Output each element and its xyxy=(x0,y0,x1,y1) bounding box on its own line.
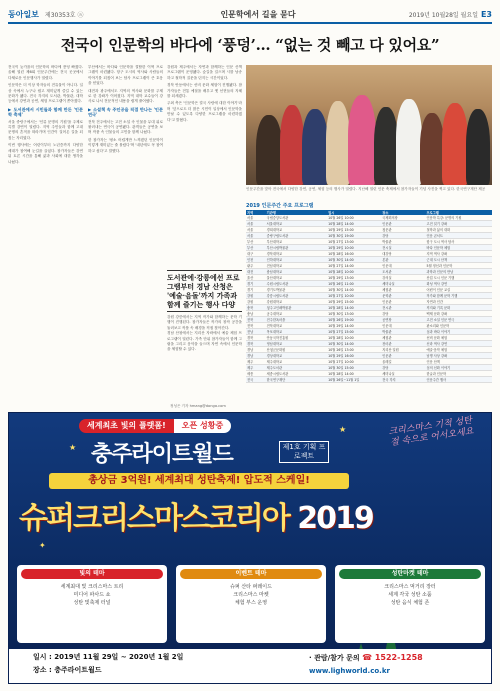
table-cell: 10월 28일 16:00 xyxy=(327,251,381,257)
ad-theme-box xyxy=(335,565,485,643)
article-subheading: ▶ 소설책 속 주인공을 직접 만나는 '인문 연극' xyxy=(88,106,163,118)
ad-website-link[interactable]: www.lighworld.co.kr xyxy=(309,667,390,675)
table-cell: 서울 xyxy=(246,233,266,239)
article-paragraph: 강원과 제주에서는 자연과 함께하는 인문 산책 프로그램이 운영됐다. 숲길을 걸으며 시를 낭송하고 철학적 질문을 던지는 시간이었다. xyxy=(167,65,242,80)
table-cell: 5월 정신과 인문학 xyxy=(426,263,492,269)
table-cell: 세종 xyxy=(246,371,266,377)
table-cell: 울산대학교 xyxy=(266,275,328,281)
table-cell: 백제 문화 강좌 xyxy=(426,311,492,317)
table-cell: 신라 역사 강연 xyxy=(426,341,492,347)
table-cell: 10월 29일 15:00 xyxy=(327,227,381,233)
table-cell: 박물관 xyxy=(381,239,425,245)
advertisement[interactable] xyxy=(8,412,492,684)
table-cell: 서울 xyxy=(246,221,266,227)
table-cell: 예술·음악 체험 xyxy=(426,347,492,353)
ad-event-year: 2019 xyxy=(297,501,373,536)
ad-contact xyxy=(309,651,423,678)
table-cell: 산업 도시 인문 기행 xyxy=(426,275,492,281)
column-header: 프로그램 xyxy=(426,210,492,215)
ad-main-title xyxy=(19,495,399,543)
table-cell: 10월 26일 13:00 xyxy=(327,347,381,353)
table-cell: 청주고인쇄박물관 xyxy=(266,305,328,311)
ad-theme-boxes xyxy=(17,565,485,643)
table-cell: 전남 xyxy=(246,329,266,335)
page-number: E3 xyxy=(480,9,492,19)
table-cell: 10월 29일 13:00 xyxy=(327,275,381,281)
article-column-1 xyxy=(8,65,83,465)
table-cell: 자연과 인간 xyxy=(426,299,492,305)
article-paragraph: 대전과 광주에서도 지역의 역사와 문화를 주제로 한 강좌가 이어졌다. 지역 대학 교수들이 강사로 나서 전문적인 내용을 쉽게 풀어냈다. xyxy=(88,88,163,104)
article-paragraph: 경북 안동에서는 선비 문화 체험이 진행됐다. 참가자들은 전통 예절을 배우고 옛 선현들의 지혜를 되새겼다. xyxy=(167,83,242,99)
table-cell: 철학과 삶의 대화 xyxy=(426,227,492,233)
table-cell: 작가와 함께 문학 기행 xyxy=(426,293,492,299)
ad-prize-banner: 총상금 3억원! 세계최대 성탄축제! 압도적 스케일! xyxy=(49,473,349,489)
article-paragraph: 주최 측은 '인문학은 결국 사람에 대한 이야기'라며 '앞으로도 더 많은 시민이 일상에서 인문학을 만날 수 있도록 다양한 프로그램을 마련하겠다'고 밝혔다. xyxy=(167,101,242,122)
program-table-section xyxy=(246,202,492,406)
table-cell: 10월 26일 11:00 xyxy=(327,281,381,287)
ad-theme-line: 미디어 파사드 쇼 xyxy=(73,592,111,598)
ad-place: 장소 : 충주라이트월드 xyxy=(33,666,102,674)
photo-figure xyxy=(374,107,398,185)
photo-figure xyxy=(396,99,422,185)
table-cell: 인문관 xyxy=(381,353,425,359)
table-cell: 도서관 xyxy=(381,269,425,275)
ad-period: 일시 : 2019년 11월 29일 ~ 2020년 1월 2일 xyxy=(33,653,184,661)
table-cell: 경희대학교 xyxy=(266,227,328,233)
table-cell: 경상대학교 xyxy=(266,353,328,359)
table-cell: 10월 27일 13:00 xyxy=(327,239,381,245)
table-cell: 전시관 xyxy=(381,305,425,311)
byline: 정성은 기자 hmang@donga.com xyxy=(170,404,226,408)
ad-open-badge: 오픈 성황중 xyxy=(174,419,231,433)
table-cell: 전북 xyxy=(246,323,266,329)
ad-theme-line: 크리스마스 마켓 xyxy=(233,592,269,598)
table-cell: 10월 26일~11월 1일 xyxy=(327,377,381,383)
table-body xyxy=(246,215,492,383)
table-cell: 대구 xyxy=(246,251,266,257)
ad-phone[interactable]: ☎ 1522-1258 xyxy=(362,653,423,662)
issue-number: 제30353호 ⓐ xyxy=(44,11,84,19)
program-table xyxy=(246,210,492,383)
table-cell: 중랑구립도서관 xyxy=(266,233,328,239)
table-cell: 강당 xyxy=(381,311,425,317)
table-cell: 10월 26일 10:00 xyxy=(327,215,381,221)
article-paragraph: 이번 행사에는 어린이부터 노년층까지 다양한 세대가 참여해 눈길을 끌었다. 참가자들은 강연 뒤 토론 시간을 통해 삶과 사회에 대한 생각을 나눴다. xyxy=(8,143,83,164)
photo-figure xyxy=(256,115,282,185)
table-cell: 판소리와 인문학 xyxy=(426,323,492,329)
ad-theme-title: 이벤트 테마 xyxy=(180,569,322,579)
table-cell: 충남 xyxy=(246,311,266,317)
table-cell: 전북대학교 xyxy=(266,323,328,329)
table-cell: 세미나실 xyxy=(381,281,425,287)
table-cell: 경기 xyxy=(246,281,266,287)
table-cell: 10월 28일 10:00 xyxy=(327,335,381,341)
sidebar-title: 도서관에·강릉에선 프로그램부터 경남 산청은 '예술·음돌'까지 가족과 함께 즐기는 행사 다양 xyxy=(167,270,242,312)
table-cell: 공주대학교 xyxy=(266,311,328,317)
ad-brand-subtitle: 제1호 기획 프로젝트 xyxy=(279,441,329,463)
table-cell: 전국 xyxy=(246,377,266,383)
table-cell: 항구 도시 역사 답사 xyxy=(426,239,492,245)
article-paragraph: 인문학은 더 이상 학자들의 전유물이 아니다. 일상 속에서 누구나 쉽고 재미있게 즐길 수 있는 문화가 됐다. 전국 각지의 도서관, 박물관, 대학 등에서 강연과 공연, 체험 프로그램이 쏟아졌다. xyxy=(8,83,83,104)
article-subheading: ▶ 도서관에서 시민들과 함께 만든 '인문학 축제' xyxy=(8,106,83,118)
section-title: 인문학에서 길을 묻다 xyxy=(220,9,296,19)
table-cell: 공연장 xyxy=(381,317,425,323)
table-cell: 강원대학교 xyxy=(266,299,328,305)
table-cell: 제주 xyxy=(246,359,266,365)
table-cell: 10월 28일 10:00 xyxy=(327,269,381,275)
table-cell: 10월 27일 10:00 xyxy=(327,359,381,365)
table-cell: 대강당 xyxy=(381,251,425,257)
ad-brand: 충주라이트월드 xyxy=(91,442,233,467)
table-cell: 경북 xyxy=(246,341,266,347)
photo-figure xyxy=(348,95,376,185)
star-icon: ★ xyxy=(69,443,77,452)
ad-side-slogan: 크리스마스 기적 성탄절 속으로 어서오세요 xyxy=(388,415,475,449)
table-cell: 충북 xyxy=(246,305,266,311)
ad-top-banner xyxy=(79,419,329,433)
ad-event-name: 슈퍼크리스마스코리아 xyxy=(19,501,289,536)
table-cell: 10월 30일 14:00 xyxy=(327,341,381,347)
table-cell: 인문대 xyxy=(381,263,425,269)
ad-theme-title: 성탄마켓 테마 xyxy=(339,569,481,579)
table-cell: 고전 읽기 강좌 xyxy=(426,221,492,227)
article-column-3 xyxy=(167,65,242,265)
table-cell: 인문학 특강: 문명의 기원 xyxy=(426,215,492,221)
table-cell: 섬과 바다 이야기 xyxy=(426,329,492,335)
newspaper-logo: 동아일보 xyxy=(8,9,39,19)
table-cell: 10월 26일 19:00 xyxy=(327,317,381,323)
table-cell: 전국 각지 xyxy=(381,377,425,383)
table-cell: 충남대학교 xyxy=(266,269,328,275)
article-paragraph: 부산에서는 바다와 인문학을 결합한 이색 프로그램이 마련됐다. 항구 도시의 역사와 사람들의 이야기를 되짚어 보는 답사 프로그램이 큰 호응을 얻었다. xyxy=(88,65,163,86)
table-cell: 10월 29일 16:00 xyxy=(327,353,381,359)
ad-theme-line: 체험 부스 운영 xyxy=(234,600,268,606)
table-cell: 지리산 일원 xyxy=(381,347,425,353)
ad-theme-line: 크리스마스 먹거리 장터 xyxy=(384,584,436,590)
table-cell: 과학과 인문의 만남 xyxy=(426,269,492,275)
column-header: 기관명 xyxy=(266,210,328,215)
table-cell: 화성 역사 강연 xyxy=(426,281,492,287)
article-paragraph: 한 참가자는 '평소 어렵게만 느껴졌던 인문학이 이렇게 재미있는 줄 몰랐다'며 '내년에도 꼭 참여하고 싶다'고 말했다. xyxy=(88,137,163,153)
star-icon: ★ xyxy=(339,425,347,434)
table-cell: 서울 xyxy=(246,215,266,221)
table-cell: 선비 문화 체험 xyxy=(426,335,492,341)
ad-event-info xyxy=(33,651,183,677)
ad-theme-line: 세계 각국 성탄 소품 xyxy=(388,592,432,598)
table-cell: 한글과 인문학 xyxy=(426,371,492,377)
table-cell: 10월 29일 15:00 xyxy=(327,299,381,305)
article-paragraph: 전북 전주에서는 고전 소설 속 인물을 무대 위로 불러내는 연극이 공연됐다. 관객들은 공연을 보며 작품 속 인물들의 고민을 함께 나눴다. xyxy=(88,119,163,135)
table-cell: 10월 30일 15:00 xyxy=(327,365,381,371)
table-cell: 부산 xyxy=(246,245,266,251)
table-cell: 산청군문화원 xyxy=(266,347,328,353)
table-cell: 국립중앙도서관 xyxy=(266,215,328,221)
table-cell: 10월 30일 14:00 xyxy=(327,257,381,263)
table-cell: 10월 28일 14:00 xyxy=(327,221,381,227)
ad-theme-box xyxy=(176,565,326,643)
table-cell: 경북대학교 xyxy=(266,251,328,257)
table-cell: 인문대 xyxy=(381,323,425,329)
event-photo xyxy=(246,65,492,185)
table-cell: 영남대학교 xyxy=(266,341,328,347)
ad-contact-label: · 관람/참가 문의 xyxy=(309,654,360,662)
photo-figure xyxy=(280,105,304,185)
article-paragraph: 서울 중랑구에서는 '인류 문명의 기원'을 주제로 특별 강연이 열렸다. 지역 주민들과 함께 고대 문명의 흔적을 따라가며 인간이 걸어온 길을 되짚는 자리였다. xyxy=(8,119,83,140)
table-cell: 부산시립박물관 xyxy=(266,245,328,251)
table-cell: 문학관 xyxy=(381,293,425,299)
table-cell: 울산 xyxy=(246,275,266,281)
ad-theme-box xyxy=(17,565,167,643)
ad-info-bar xyxy=(9,649,491,683)
table-cell: 강원 xyxy=(246,293,266,299)
table-cell: 서울 xyxy=(246,227,266,233)
table-cell: 바다 인문학 체험 xyxy=(426,245,492,251)
table-cell: 체험관 xyxy=(381,287,425,293)
ad-theme-line: 슈퍼 산타 퍼레이드 xyxy=(230,584,272,590)
table-cell: 천마관 xyxy=(381,341,425,347)
masthead xyxy=(8,6,492,24)
table-cell: 어린이 인문 교실 xyxy=(426,287,492,293)
table-cell: 인문관 xyxy=(381,221,425,227)
table-cell: 인문관 xyxy=(381,299,425,305)
table-cell: 목포대학교 xyxy=(266,329,328,335)
table-cell: 경기 xyxy=(246,287,266,293)
headline: 전국이 인문학의 바다에 ‘풍덩’… “없는 것 빼고 다 있어요” xyxy=(60,36,440,54)
table-cell: 광주 xyxy=(246,263,266,269)
photo-figure xyxy=(326,101,350,185)
table-cell: 인문 산책 xyxy=(426,359,492,365)
ad-theme-line: 세계최대 빛 크리스마스 트리 xyxy=(60,584,124,590)
table-cell: 안동국학진흥원 xyxy=(266,335,328,341)
table-cell: 인천 xyxy=(246,257,266,263)
table-cell: 남명 사상 강좌 xyxy=(426,353,492,359)
table-title: 2019 인문주간 주요 프로그램 xyxy=(246,203,314,209)
table-cell: 체험관 xyxy=(381,335,425,341)
table-cell: 10월 27일 10:00 xyxy=(327,293,381,299)
table-row xyxy=(246,377,492,383)
table-cell: 전남대학교 xyxy=(266,263,328,269)
table-cell: 10월 30일 19:00 xyxy=(327,233,381,239)
ad-theme-title: 빛의 테마 xyxy=(21,569,163,579)
sidebar-body xyxy=(167,315,242,353)
table-cell: 고전 소설 인문 연극 xyxy=(426,317,492,323)
table-cell: 부산대학교 xyxy=(266,239,328,245)
table-cell: 경기도박물관 xyxy=(266,287,328,293)
table-cell: 10월 30일 13:00 xyxy=(327,311,381,317)
table-cell: 인문 콘서트 xyxy=(426,233,492,239)
table-cell: 강릉시립도서관 xyxy=(266,293,328,299)
ad-theme-line: 성탄 음식 체험 존 xyxy=(390,600,430,606)
table-cell: 청운관 xyxy=(381,227,425,233)
table-cell: 강당 xyxy=(381,365,425,371)
table-cell: 국제회의장 xyxy=(381,215,425,221)
photo-figure xyxy=(302,109,328,185)
table-cell: 본관 xyxy=(381,257,425,263)
table-cell: 대전 xyxy=(246,269,266,275)
table-cell: 올레길 xyxy=(381,359,425,365)
table-cell: 전주한옥마을 xyxy=(266,317,328,323)
table-cell: 직지와 기록 문화 xyxy=(426,305,492,311)
table-cell: 강당 xyxy=(381,233,425,239)
table-cell: 인문주간 행사 xyxy=(426,377,492,383)
photo-caption: 인문주간을 맞아 전국에서 다양한 강연, 공연, 체험 등의 행사가 열렸다. 지난해 열린 인문 축제에서 참가자들이 기념 사진을 찍고 있다. 한국연구재단 제공 xyxy=(246,187,486,191)
sidebar-paragraph: 경남 산청에서는 지리산 자락에서 예술 체험 프로그램이 열린다. 가족 단위 참가자들이 함께 그림을 그리고 음악을 들으며 자연 속에서 인문학을 체험할 수 있다. xyxy=(167,331,242,352)
table-cell: 10월 29일 10:00 xyxy=(327,245,381,251)
sidebar-paragraph: 강원 강릉에서는 지역 작가와 함께하는 문학 기행이 진행된다. 참가자들은 작가의 창작 공간을 둘러보고 작품 속 배경을 직접 찾아간다. xyxy=(167,315,242,330)
table-cell: 한국연구재단 xyxy=(266,377,328,383)
table-cell: 10월 30일 14:00 xyxy=(327,287,381,293)
table-cell: 전시실 xyxy=(381,245,425,251)
table-cell: 인하대학교 xyxy=(266,257,328,263)
star-icon: ✦ xyxy=(39,541,46,550)
table-cell: 섬의 신화 이야기 xyxy=(426,365,492,371)
column-header: 지역 xyxy=(246,210,266,215)
table-cell: 10월 28일 14:00 xyxy=(327,305,381,311)
table-cell: 강의실 xyxy=(381,275,425,281)
table-cell: 세미나실 xyxy=(381,371,425,377)
ad-tagline: 세계최초 빛의 플랫폼! xyxy=(79,419,174,433)
sidebar-article xyxy=(167,270,242,406)
table-cell: 10월 29일 14:00 xyxy=(327,323,381,329)
table-cell: 근대 도시 산책 xyxy=(426,257,492,263)
table-cell: 제주대학교 xyxy=(266,359,328,365)
photo-figure xyxy=(442,103,468,185)
article-column-2 xyxy=(88,65,163,465)
photo-figure xyxy=(420,113,444,185)
table-cell: 제주도서관 xyxy=(266,365,328,371)
table-cell: 지역 역사 강좌 xyxy=(426,251,492,257)
issue-date: 2019년 10월28일 월요일 xyxy=(408,11,478,19)
article-paragraph: 전국이 늦가을의 인문학의 바다에 풍덩 빠졌다. 올해 열린 제6회 인문주간에는 전국 곳곳에서 다채로운 인문행사가 열렸다. xyxy=(8,65,83,80)
photo-figure xyxy=(466,109,490,185)
table-cell: 세종시립도서관 xyxy=(266,371,328,377)
table-cell: 서울대학교 xyxy=(266,221,328,227)
table-cell: 전북 xyxy=(246,317,266,323)
table-cell: 10월 27일 15:00 xyxy=(327,329,381,335)
table-cell: 10월 28일 14:00 xyxy=(327,371,381,377)
table-cell: 10월 27일 14:00 xyxy=(327,263,381,269)
table-cell: 수원시립도서관 xyxy=(266,281,328,287)
table-cell: 제주 xyxy=(246,365,266,371)
column-header: 일시 xyxy=(327,210,381,215)
table-cell: 강원 xyxy=(246,299,266,305)
table-cell: 경남 xyxy=(246,347,266,353)
column-header: 장소 xyxy=(381,210,425,215)
ad-theme-line: 성탄 빛축제 터널 xyxy=(73,600,111,606)
table-cell: 부산 xyxy=(246,239,266,245)
table-cell: 박물관 xyxy=(381,329,425,335)
table-cell: 경남 xyxy=(246,353,266,359)
table-cell: 경북 xyxy=(246,335,266,341)
